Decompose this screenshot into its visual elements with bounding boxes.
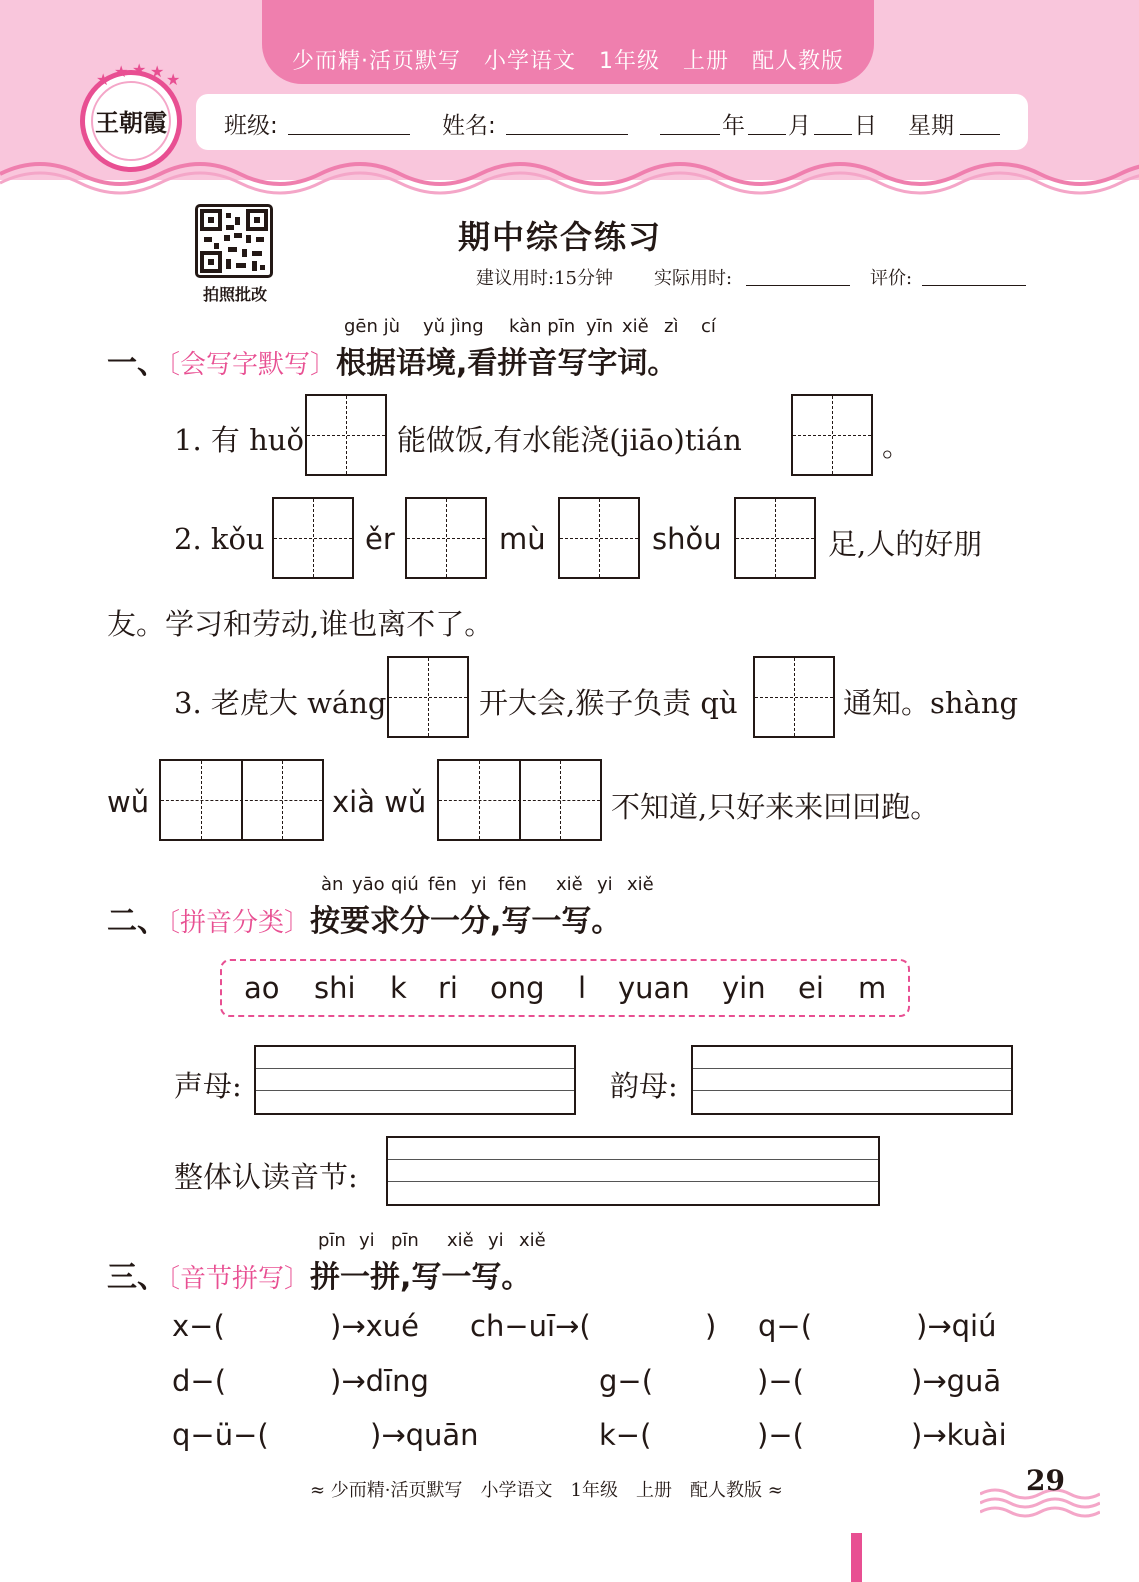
pinyin-item: l — [578, 971, 587, 1005]
answer-box[interactable] — [272, 497, 354, 579]
answer-box[interactable] — [305, 394, 387, 476]
pinyin: xiě — [447, 1230, 474, 1251]
section2-pinyin — [0, 874, 1139, 896]
answer-box[interactable] — [387, 656, 469, 738]
answer-box[interactable] — [753, 656, 835, 738]
finals-answer-field[interactable] — [691, 1045, 1013, 1115]
initials-label: 声母: — [174, 1069, 242, 1103]
day-field[interactable] — [814, 134, 852, 135]
pinyin-item: yuan — [618, 971, 690, 1005]
star-icon: ★ — [132, 60, 147, 79]
actual-time-field[interactable] — [746, 285, 850, 286]
series-title: 少而精·活页默写 小学语文 1年级 上册 配人教版 — [292, 49, 844, 74]
spell-item: x−( — [172, 1309, 225, 1343]
q2-text-b: ěr — [365, 522, 395, 556]
q3-text-e: xià wǔ — [332, 785, 427, 819]
pinyin-item: ao — [244, 971, 280, 1005]
spell-item: )→dīng — [330, 1364, 429, 1398]
pinyin: fēn — [498, 874, 527, 895]
pinyin-item: yin — [722, 971, 766, 1005]
pinyin-item: ri — [438, 971, 458, 1005]
q3-text-c: 通知。shàng — [843, 686, 1019, 720]
answer-box-double[interactable] — [437, 759, 602, 841]
section3-pinyin — [0, 1230, 1139, 1252]
name-field[interactable] — [506, 134, 628, 135]
year-label: 年 — [722, 113, 745, 139]
pinyin: yi — [359, 1230, 375, 1251]
page-edge-marker — [851, 1533, 862, 1582]
pinyin: zì — [664, 316, 679, 337]
spell-item: )→kuài — [911, 1418, 1007, 1452]
pinyin: yi — [488, 1230, 504, 1251]
section3-heading — [107, 1252, 531, 1296]
section1-heading — [107, 338, 677, 382]
section-tag: 〔会写字默写〕 — [167, 350, 337, 380]
star-icon: ★ — [166, 70, 181, 89]
star-icon: ★ — [114, 62, 129, 81]
q3-text-f: 不知道,只好来来回回跑。 — [611, 790, 940, 824]
spell-item: )→guā — [911, 1364, 1002, 1398]
pinyin: yǔ jìng — [423, 316, 484, 337]
finals-label: 韵母: — [610, 1069, 678, 1103]
spell-item: ch−uī→( — [470, 1309, 591, 1343]
whole-syllables-label: 整体认读音节: — [174, 1160, 358, 1194]
q1-text-a: 1. 有 huǒ — [174, 423, 304, 457]
pinyin: yi — [597, 874, 613, 895]
section-instruction: 拼一拼,写一写。 — [310, 1260, 532, 1295]
pinyin: àn — [321, 874, 344, 895]
q3-text-d: wǔ — [107, 785, 150, 819]
q2-text-c: mù — [499, 522, 546, 556]
weekday-field[interactable] — [960, 134, 1000, 135]
pinyin: qiú — [391, 874, 419, 895]
spell-item: ) — [705, 1309, 717, 1343]
page-number: 29 — [1026, 1464, 1065, 1497]
star-icon: ★ — [96, 70, 111, 89]
qr-code-icon[interactable] — [195, 204, 273, 278]
spell-item: )→xué — [330, 1309, 419, 1343]
pinyin-items-box — [220, 959, 910, 1017]
spell-item: )−( — [757, 1418, 804, 1452]
student-info-bar — [196, 94, 1028, 150]
name-label: 姓名: — [442, 113, 496, 139]
pinyin-item: k — [390, 971, 407, 1005]
header-wave — [0, 150, 1139, 195]
class-label: 班级: — [224, 113, 278, 139]
pinyin: kàn pīn — [509, 316, 576, 337]
q2-text-a: 2. kǒu — [174, 522, 265, 556]
section-tag: 〔音节拼写〕 — [167, 1264, 311, 1294]
answer-box[interactable] — [791, 394, 873, 476]
pinyin: yīn — [586, 316, 614, 337]
pinyin-item: shi — [314, 971, 356, 1005]
pinyin: yāo — [352, 874, 385, 895]
pinyin: fēn — [428, 874, 457, 895]
q1-text-c: 。 — [882, 429, 912, 463]
initials-answer-field[interactable] — [254, 1045, 576, 1115]
spell-item: q−( — [758, 1309, 813, 1343]
class-field[interactable] — [288, 134, 410, 135]
answer-box[interactable] — [558, 497, 640, 579]
pinyin: yi — [471, 874, 487, 895]
pinyin: gēn jù — [344, 316, 401, 337]
section-instruction: 按要求分一分,写一写。 — [310, 904, 622, 939]
q2-text-d: shǒu — [652, 522, 722, 556]
pinyin: cí — [701, 316, 716, 337]
section-number: 二、 — [107, 904, 167, 939]
spell-item: q−ü−( — [172, 1418, 269, 1452]
q2-text-e: 足,人的好朋 — [828, 527, 983, 561]
spell-item: g−( — [599, 1364, 654, 1398]
q3-text-b: 开大会,猴子负责 qù — [479, 686, 738, 720]
q2-text-f: 友。学习和劳动,谁也离不了。 — [107, 607, 494, 641]
weekday-label: 星期 — [908, 113, 954, 139]
month-field[interactable] — [748, 134, 786, 135]
pinyin: xiě — [622, 316, 649, 337]
section-number: 三、 — [107, 1260, 167, 1295]
pinyin: pīn — [318, 1230, 346, 1251]
pinyin: xiě — [627, 874, 654, 895]
evaluation-field[interactable] — [922, 285, 1026, 286]
answer-box[interactable] — [734, 497, 816, 579]
spell-item: )→quān — [370, 1418, 479, 1452]
section-number: 一、 — [107, 346, 167, 381]
spell-item: )−( — [757, 1364, 804, 1398]
footer-text: ≈ 少而精·活页默写 小学语文 1年级 上册 配人教版 ≈ — [310, 1480, 783, 1501]
pinyin-item: m — [858, 971, 887, 1005]
spell-item: k−( — [599, 1418, 652, 1452]
whole-syllables-answer-field[interactable] — [386, 1136, 880, 1206]
pinyin: pīn — [391, 1230, 419, 1251]
answer-box[interactable] — [405, 497, 487, 579]
qr-pattern — [198, 207, 270, 275]
star-icon: ★ — [150, 62, 165, 81]
evaluation-label: 评价: — [870, 268, 913, 289]
spell-item: d−( — [172, 1364, 227, 1398]
section-tag: 〔拼音分类〕 — [167, 908, 311, 938]
spell-item: )→qiú — [916, 1309, 997, 1343]
pinyin-item: ong — [490, 971, 545, 1005]
section1-pinyin — [0, 316, 1139, 338]
actual-time-label: 实际用时: — [654, 268, 733, 289]
suggested-time: 建议用时:15分钟 — [476, 268, 613, 289]
pinyin-item: ei — [798, 971, 824, 1005]
pinyin: xiě — [519, 1230, 546, 1251]
year-field[interactable] — [660, 134, 720, 135]
q3-text-a: 3. 老虎大 wáng — [174, 686, 387, 720]
month-label: 月 — [788, 113, 811, 139]
day-label: 日 — [854, 113, 877, 139]
page-title: 期中综合练习 — [458, 218, 663, 256]
pinyin: xiě — [556, 874, 583, 895]
answer-box-double[interactable] — [159, 759, 324, 841]
logo-text: 王朝霞 — [95, 108, 167, 137]
q1-text-b: 能做饭,有水能浇(jiāo)tián — [397, 423, 742, 457]
section2-heading — [107, 896, 621, 940]
qr-caption: 拍照批改 — [202, 285, 267, 304]
section-instruction: 根据语境,看拼音写字词。 — [336, 346, 678, 381]
